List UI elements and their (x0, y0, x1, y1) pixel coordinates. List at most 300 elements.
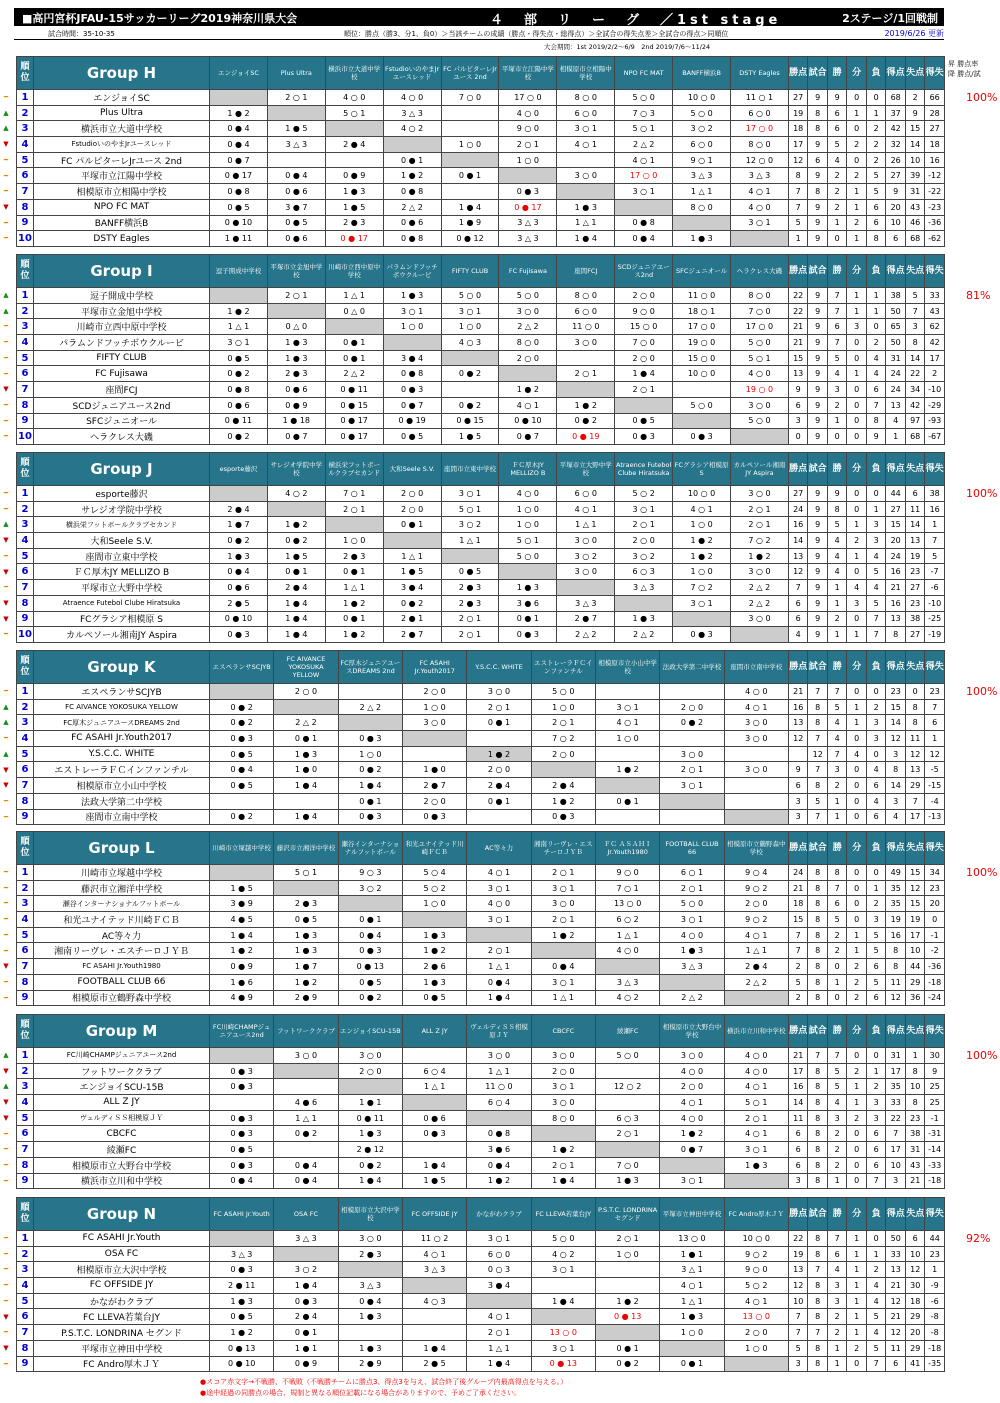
stat-cell: 1 (847, 231, 867, 247)
score-cell: 2 ○ 1 (615, 382, 673, 398)
stat-header: 勝 (827, 1015, 847, 1048)
score-cell: 1 ● 4 (615, 366, 673, 382)
stat-cell: 15 (886, 517, 906, 533)
score-cell: 4 ● 6 (274, 1095, 338, 1111)
stat-cell: 8 (808, 1356, 828, 1372)
team-name: 座間市立東中学校 (34, 548, 210, 564)
score-cell: 2 ● 11 (210, 1278, 274, 1294)
score-cell (441, 121, 499, 137)
down-arrow-icon: ▼ (3, 781, 9, 790)
stat-cell: -6 (925, 1293, 945, 1309)
rank-cell: 2 (17, 1063, 34, 1079)
stat-cell: 1 (847, 699, 867, 715)
group-name: Group K (34, 651, 210, 684)
stat-cell: 8 (905, 1063, 925, 1079)
score-cell: 2 ○ 1 (724, 1110, 788, 1126)
score-cell: 1 ● 2 (660, 1126, 724, 1142)
score-cell: 1 ● 4 (267, 595, 325, 611)
stat-cell: 3 (847, 319, 867, 335)
stat-cell: 17 (788, 137, 808, 153)
opponent-header: 藤沢市立湘洋中学校 (274, 832, 338, 865)
score-cell (402, 1142, 466, 1158)
rank-cell: 7 (17, 580, 34, 596)
stat-header: 分 (847, 1198, 867, 1231)
rank-header: 順位 (17, 57, 34, 90)
stat-cell: 6 (905, 1231, 925, 1247)
stat-cell: 0 (866, 90, 886, 106)
stat-cell: 8 (808, 699, 828, 715)
team-name: AC等々力 (34, 927, 210, 943)
down-arrow-icon: ▼ (3, 598, 9, 607)
team-name: 横浜栄フットボールクラブセカンド (34, 517, 210, 533)
dash-icon: ━ (3, 369, 9, 378)
score-cell: 0 ● 1 (383, 517, 441, 533)
stat-cell: 8 (808, 1309, 828, 1325)
point-rate: 100% (966, 685, 998, 698)
table-row (17, 684, 945, 700)
score-cell: 1 ● 5 (267, 548, 325, 564)
stat-cell: 37 (886, 105, 906, 121)
stat-cell: 35 (886, 896, 906, 912)
score-cell: 3 ○ 0 (531, 1095, 595, 1111)
score-cell: 6 ○ 0 (467, 1246, 531, 1262)
score-cell: 3 ○ 0 (660, 1048, 724, 1064)
dash-icon: ━ (3, 93, 9, 101)
score-cell: 2 △ 2 (731, 580, 789, 596)
stat-cell: 1 (847, 548, 867, 564)
score-cell: 15 ○ 0 (673, 350, 731, 366)
stat-header: 勝 (827, 651, 847, 684)
stat-cell: 2 (866, 152, 886, 168)
stat-cell: 12 (788, 564, 808, 580)
stat-cell: 12 (886, 990, 906, 1006)
stat-cell: 13 (886, 611, 906, 627)
score-cell: 2 △ 2 (724, 974, 788, 990)
stat-cell: 9 (808, 595, 828, 611)
score-cell: 4 ○ 1 (724, 1126, 788, 1142)
stat-cell: 19 (905, 548, 925, 564)
stat-header: 勝 (827, 832, 847, 865)
rank-cell: 8 (17, 1340, 34, 1356)
stat-cell: 7 (808, 1048, 828, 1064)
score-cell: 3 ○ 1 (731, 215, 789, 231)
stat-cell: 5 (827, 1063, 847, 1079)
score-cell: 1 ○ 0 (499, 517, 557, 533)
dash-icon: ━ (3, 899, 9, 908)
team-name: パラムンドフッチボウクルービ (34, 335, 210, 351)
stat-cell: 21 (788, 684, 808, 700)
score-cell (210, 90, 268, 106)
stat-header: 得点 (886, 255, 906, 288)
stat-cell: 1 (847, 105, 867, 121)
rank-cell: 5 (17, 548, 34, 564)
stat-cell: 2 (847, 959, 867, 975)
stat-cell: 0 (827, 429, 847, 445)
score-cell: 3 ○ 1 (531, 1340, 595, 1356)
stat-cell: 29 (905, 1309, 925, 1325)
team-name: フットワーククラブ (34, 1063, 210, 1079)
point-rate: 100% (966, 1049, 998, 1062)
table-row (17, 1325, 945, 1341)
score-cell (338, 896, 402, 912)
score-cell: 2 ● 12 (338, 1142, 402, 1158)
score-cell: 1 ● 3 (267, 350, 325, 366)
score-cell: 0 ● 3 (402, 809, 466, 825)
rank-cell: 1 (17, 865, 34, 881)
score-cell: 1 ● 4 (210, 927, 274, 943)
dash-icon: ━ (3, 1160, 9, 1169)
stat-cell: 7 (827, 746, 847, 762)
table-row (17, 319, 945, 335)
score-cell (531, 1278, 595, 1294)
stat-cell: 1 (827, 1173, 847, 1189)
rank-cell: 7 (17, 382, 34, 398)
stat-cell: 13 (788, 715, 808, 731)
score-cell (338, 684, 402, 700)
score-cell: 2 ○ 0 (660, 699, 724, 715)
stat-cell: 1 (847, 303, 867, 319)
stat-cell: 12 (925, 746, 945, 762)
stat-cell: 14 (788, 1095, 808, 1111)
stat-cell: 1 (827, 793, 847, 809)
score-cell: 3 ● 6 (499, 595, 557, 611)
score-cell: 1 ● 3 (267, 335, 325, 351)
stat-cell: 20 (925, 896, 945, 912)
table-row (17, 1157, 945, 1173)
stat-cell: 12 (788, 731, 808, 747)
stat-cell: 8 (866, 231, 886, 247)
dash-icon: ━ (3, 155, 9, 164)
team-name: 平塚市立神田中学校 (34, 1340, 210, 1356)
score-cell (673, 611, 731, 627)
team-name: エスペランサSCJYB (34, 684, 210, 700)
rank-cell: 1 (17, 1231, 34, 1247)
score-cell: 2 ○ 1 (267, 90, 325, 106)
stat-cell: 23 (905, 564, 925, 580)
stat-cell: 12 (788, 152, 808, 168)
table-row (17, 1142, 945, 1158)
score-cell: 1 ● 3 (274, 746, 338, 762)
score-cell: 2 ○ 1 (467, 943, 531, 959)
stat-cell: 0 (905, 684, 925, 700)
group-table (16, 452, 945, 643)
score-cell (441, 105, 499, 121)
opponent-header: FC AIVANCE YOKOSUKA YELLOW (274, 651, 338, 684)
score-cell: 1 ○ 0 (441, 137, 499, 153)
table-row (17, 517, 945, 533)
team-name: 相模原市立小山中学校 (34, 778, 210, 794)
score-cell: 2 △ 2 (615, 627, 673, 643)
score-cell: 18 ○ 1 (673, 303, 731, 319)
stat-cell: 9 (905, 105, 925, 121)
score-cell: 1 ● 0 (274, 762, 338, 778)
stat-cell: 7 (905, 303, 925, 319)
stat-cell: 1 (847, 517, 867, 533)
dash-icon: ━ (3, 1176, 9, 1185)
stat-cell: 32 (886, 137, 906, 153)
score-cell: 8 ○ 0 (499, 335, 557, 351)
table-row (17, 943, 945, 959)
score-cell: 3 ○ 0 (731, 486, 789, 502)
rank-cell: 4 (17, 1095, 34, 1111)
team-name: ALL Z JY (34, 1095, 210, 1111)
score-cell: 9 ○ 1 (673, 152, 731, 168)
stat-cell: 0 (847, 731, 867, 747)
score-cell: 0 ● 2 (210, 366, 268, 382)
stat-cell: 6 (886, 231, 906, 247)
stat-cell: 6 (827, 105, 847, 121)
stat-cell: 14 (905, 350, 925, 366)
stat-cell: 50 (886, 335, 906, 351)
stat-cell: 68 (886, 90, 906, 106)
up-arrow-icon: ▲ (3, 1082, 9, 1091)
score-cell: 0 ● 3 (210, 627, 268, 643)
stat-header: 失点 (905, 651, 925, 684)
stat-cell: 1 (866, 105, 886, 121)
stat-cell: 0 (847, 1126, 867, 1142)
stat-cell: 50 (886, 303, 906, 319)
score-cell: 17 ○ 0 (615, 168, 673, 184)
up-arrow-icon: ▲ (3, 306, 9, 315)
stat-cell: 3 (788, 793, 808, 809)
stat-cell: 10 (886, 215, 906, 231)
score-cell: 15 ○ 0 (615, 319, 673, 335)
score-cell (210, 486, 268, 502)
opponent-header: ＦＣ厚木JY MELLIZO B (499, 453, 557, 486)
stat-cell: 9 (808, 303, 828, 319)
score-cell: 11 ○ 2 (402, 1231, 466, 1247)
score-cell: 0 ● 3 (210, 1126, 274, 1142)
stat-cell: 2 (847, 974, 867, 990)
score-cell: 4 ○ 1 (557, 501, 615, 517)
score-cell: 0 ● 3 (210, 1110, 274, 1126)
stat-cell: 13 (788, 1262, 808, 1278)
stat-cell: 9 (788, 762, 808, 778)
stat-cell: 13 (905, 762, 925, 778)
rank-cell: 7 (17, 1325, 34, 1341)
score-cell: 0 ● 6 (210, 580, 268, 596)
opponent-header: FC ASAHI Jr.Youth2017 (402, 651, 466, 684)
stat-cell: 22 (788, 288, 808, 304)
score-cell: 3 ○ 0 (467, 1048, 531, 1064)
score-cell: 3 △ 3 (731, 168, 789, 184)
stat-header: 分 (847, 832, 867, 865)
score-cell: 1 ● 2 (325, 595, 383, 611)
score-cell: 4 ● 9 (210, 990, 274, 1006)
stat-cell: 6 (925, 715, 945, 731)
score-cell: 1 ● 1 (274, 1340, 338, 1356)
score-cell: 1 ● 5 (325, 199, 383, 215)
score-cell: 2 △ 2 (274, 715, 338, 731)
score-cell: 4 ○ 2 (531, 1246, 595, 1262)
stat-cell: 1 (866, 288, 886, 304)
score-cell (724, 1173, 788, 1189)
score-cell: 0 ● 1 (595, 1340, 659, 1356)
rank-cell: 5 (17, 350, 34, 366)
score-cell: 0 ● 4 (210, 137, 268, 153)
stat-cell: 8 (808, 943, 828, 959)
stat-cell: 1 (847, 1231, 867, 1247)
score-cell: 2 △ 2 (615, 137, 673, 153)
score-cell: 0 ● 11 (210, 413, 268, 429)
score-cell: 6 ○ 0 (557, 303, 615, 319)
down-arrow-icon: ▼ (3, 202, 9, 211)
dash-icon: ━ (3, 687, 9, 695)
score-cell: 5 ○ 1 (499, 533, 557, 549)
stat-cell: 3 (788, 1173, 808, 1189)
stat-cell: 9 (808, 137, 828, 153)
stat-cell: 1 (827, 809, 847, 825)
stat-header: 試合 (808, 651, 828, 684)
team-name: 平塚市立江陽中学校 (34, 168, 210, 184)
stat-cell: -9 (925, 1278, 945, 1294)
stat-cell: 9 (808, 288, 828, 304)
score-cell: 0 ● 17 (210, 168, 268, 184)
stat-cell: 23 (886, 684, 906, 700)
table-row (17, 199, 945, 215)
stat-cell: 6 (866, 990, 886, 1006)
stat-cell: 8 (808, 1110, 828, 1126)
score-cell: 13 ○ 0 (660, 1231, 724, 1247)
stat-header: 負 (866, 255, 886, 288)
score-cell: 0 ● 6 (267, 382, 325, 398)
team-name: かながわクラブ (34, 1293, 210, 1309)
rank-cell: 2 (17, 1246, 34, 1262)
team-name: FC ASAHI Jr.Youth1980 (34, 959, 210, 975)
score-cell: 4 ○ 1 (731, 184, 789, 200)
score-cell (724, 793, 788, 809)
dash-icon: ━ (3, 432, 9, 441)
score-cell (499, 366, 557, 382)
score-cell (660, 1157, 724, 1173)
stat-cell: 4 (827, 152, 847, 168)
score-cell: 5 ○ 0 (595, 1048, 659, 1064)
score-cell: 5 ○ 0 (673, 397, 731, 413)
opponent-header: FC Fujisawa (499, 255, 557, 288)
point-rate: 100% (966, 91, 998, 104)
score-cell: 1 ● 1 (338, 1095, 402, 1111)
score-cell: 0 ● 8 (383, 184, 441, 200)
score-cell: 9 ○ 0 (615, 303, 673, 319)
score-cell: 1 △ 1 (467, 1063, 531, 1079)
stat-header: 勝点 (788, 832, 808, 865)
update-date: 2019/6/26 更新 (884, 29, 944, 38)
score-cell: 9 ○ 3 (338, 865, 402, 881)
table-row (17, 1110, 945, 1126)
score-cell: 13 ○ 0 (531, 1325, 595, 1341)
score-cell: 2 ● 3 (338, 1246, 402, 1262)
stat-cell: 4 (866, 580, 886, 596)
stat-header: 得点 (886, 651, 906, 684)
score-cell (402, 1048, 466, 1064)
stat-header: 勝点 (788, 1015, 808, 1048)
stat-cell: 42 (905, 397, 925, 413)
stat-cell: 29 (905, 778, 925, 794)
score-cell: 0 ● 3 (615, 429, 673, 445)
score-cell (210, 1231, 274, 1247)
dash-icon: ━ (3, 734, 9, 743)
score-cell: 3 ○ 0 (557, 335, 615, 351)
score-cell: 1 ● 3 (499, 580, 557, 596)
score-cell: 5 ○ 1 (724, 1095, 788, 1111)
score-cell (402, 1278, 466, 1294)
rank-cell: 3 (17, 1262, 34, 1278)
score-cell: 1 △ 1 (595, 927, 659, 943)
stat-cell: 3 (886, 793, 906, 809)
score-cell: 6 ○ 4 (467, 1095, 531, 1111)
score-cell (402, 746, 466, 762)
score-cell: 2 ○ 1 (595, 1231, 659, 1247)
stat-cell: 1 (925, 517, 945, 533)
score-cell: 1 ○ 0 (383, 319, 441, 335)
score-cell: 2 △ 2 (499, 319, 557, 335)
stat-cell: 35 (886, 1079, 906, 1095)
score-cell (274, 793, 338, 809)
stat-cell: 0 (847, 121, 867, 137)
stat-cell: 65 (886, 319, 906, 335)
table-row (17, 137, 945, 153)
table-row (17, 184, 945, 200)
score-cell (338, 715, 402, 731)
stat-cell: 1 (827, 627, 847, 643)
score-cell: 2 ○ 0 (531, 746, 595, 762)
opponent-header: 大和Seele S.V. (383, 453, 441, 486)
score-cell (274, 1079, 338, 1095)
rank-cell: 5 (17, 1110, 34, 1126)
stat-cell: 5 (827, 137, 847, 153)
stat-cell: 44 (886, 486, 906, 502)
stat-cell: 4 (788, 627, 808, 643)
point-rate: 81% (966, 289, 991, 302)
score-cell: 0 ● 1 (274, 1325, 338, 1341)
score-cell (557, 350, 615, 366)
score-cell: 1 △ 1 (402, 1079, 466, 1095)
score-cell: 2 ○ 0 (724, 1325, 788, 1341)
score-cell: 1 ● 4 (274, 778, 338, 794)
stat-cell: 2 (866, 335, 886, 351)
stat-cell: 14 (886, 778, 906, 794)
score-cell: 4 ○ 0 (325, 90, 383, 106)
team-name: 法政大学第二中学校 (34, 793, 210, 809)
score-cell: 3 △ 3 (660, 959, 724, 975)
score-cell: 0 ● 1 (338, 793, 402, 809)
score-cell: 1 ● 7 (274, 959, 338, 975)
score-cell: 2 ○ 0 (615, 533, 673, 549)
score-cell: 12 ○ 0 (731, 152, 789, 168)
score-cell: 9 ○ 2 (724, 912, 788, 928)
stat-cell: 12 (808, 746, 828, 762)
score-cell: 0 ● 5 (402, 990, 466, 1006)
team-name: 横浜市立大道中学校 (34, 121, 210, 137)
score-cell: 0 △ 0 (325, 303, 383, 319)
rank-cell: 4 (17, 912, 34, 928)
score-cell: 2 ○ 1 (531, 865, 595, 881)
score-cell: 0 ● 10 (210, 215, 268, 231)
score-cell: 1 △ 1 (673, 184, 731, 200)
stat-header: 得失 (925, 832, 945, 865)
stat-cell: -36 (925, 215, 945, 231)
team-name: ヘラクレス大磯 (34, 429, 210, 445)
stat-header: 得点 (886, 453, 906, 486)
score-cell: 1 ● 7 (210, 517, 268, 533)
score-cell: 19 ○ 0 (731, 382, 789, 398)
score-cell: 2 ○ 1 (267, 288, 325, 304)
stat-cell: 6 (866, 1126, 886, 1142)
score-cell: 0 ● 17 (325, 413, 383, 429)
table-row (17, 533, 945, 549)
stat-cell: 42 (925, 335, 945, 351)
stat-cell: 1 (847, 715, 867, 731)
